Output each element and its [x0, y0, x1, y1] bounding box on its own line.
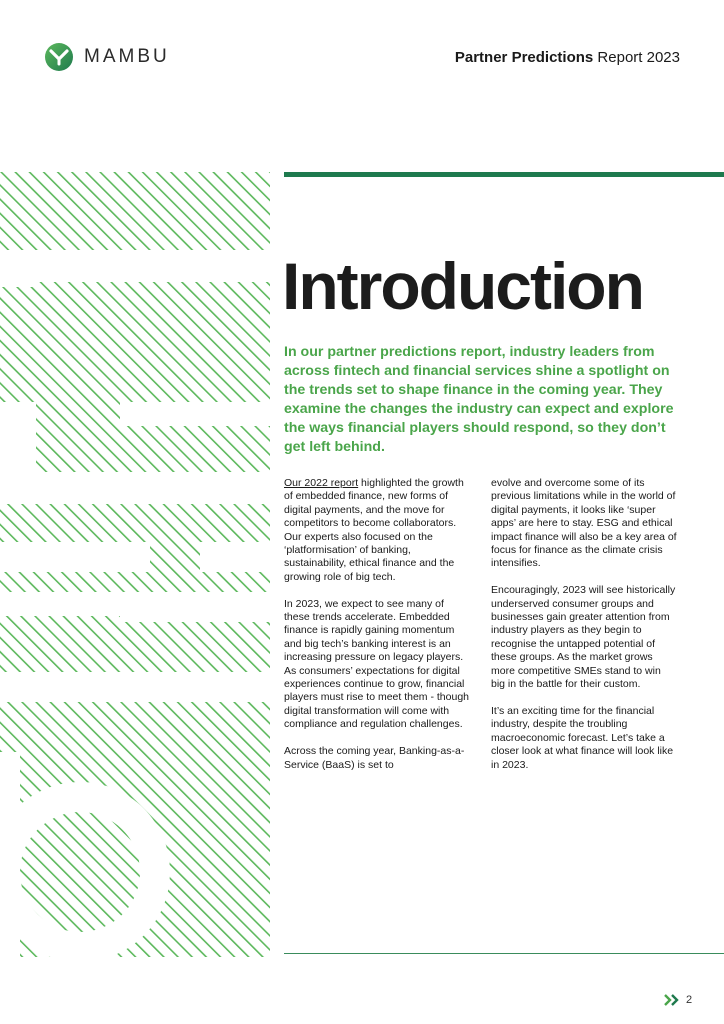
lead-paragraph: In our partner predictions report, industry leaders from across fintech and financial services shine a spotlight on the trends set to shape finance in the coming year. They examine the changes the industry can expect and explore the ways financial players should respond, so they don’t get left behind.: [284, 344, 674, 455]
footer-divider: [284, 953, 724, 954]
paragraph: Across the coming year, Banking-as-a-Service (BaaS) is set to: [284, 745, 465, 771]
report-title-rest: Report 2023: [593, 49, 680, 66]
report-title-bold: Partner Predictions: [454, 49, 594, 66]
body-column-left: [284, 477, 470, 785]
page-title: Introduction: [282, 249, 643, 323]
top-divider: [284, 172, 724, 177]
paragraph: In 2023, we expect to see many of these trends accelerate. Embedded finance is rapidly gaining momentum and big tech’s banking interest is an increasing pressure on legacy players. As consumers’ expectations for digital experiences continue to grow, financial players must rise to meet them - though digital transformation will come with compliance and regulation challenges.: [284, 597, 469, 731]
report-2022-link[interactable]: Our 2022 report: [284, 477, 359, 489]
body-column-right: [491, 477, 677, 785]
mambu-logo[interactable]: [44, 42, 170, 72]
report-title: [455, 49, 680, 66]
brand-name: MAMBU: [84, 46, 170, 67]
paragraph-text: highlighted the growth of embedded finance, new forms of digital payments, and the move for competitors to become collaborators. Our experts also focused on the ‘platformisation’ of banking, sustainability, ethical finance and the growing role of big tech.: [284, 477, 464, 583]
diagonal-stripes-pattern: [0, 172, 270, 957]
mambu-logo-icon: [44, 42, 74, 72]
paragraph: Encouragingly, 2023 will see historically underserved consumer groups and businesses gain greater attention from industry players as they begin to recognise the untapped potential of these groups. As the market grows more competitive SMEs stand to win big in the battle for their custom.: [491, 584, 676, 691]
paragraph: [284, 477, 470, 584]
paragraph: It’s an exciting time for the financial industry, despite the troubling macroeconomic forecast. Let’s take a closer look at what finance will look like in 2023.: [491, 704, 674, 771]
paragraph: evolve and overcome some of its previous limitations while in the world of digital payments, it looks like ‘super apps’ are here to stay. ESG and ethical impact finance will also be a key area of focus for finance as the climate crisis intensifies.: [491, 477, 677, 570]
double-chevron-right-icon: [664, 994, 682, 1006]
page-number: 2: [686, 994, 693, 1006]
